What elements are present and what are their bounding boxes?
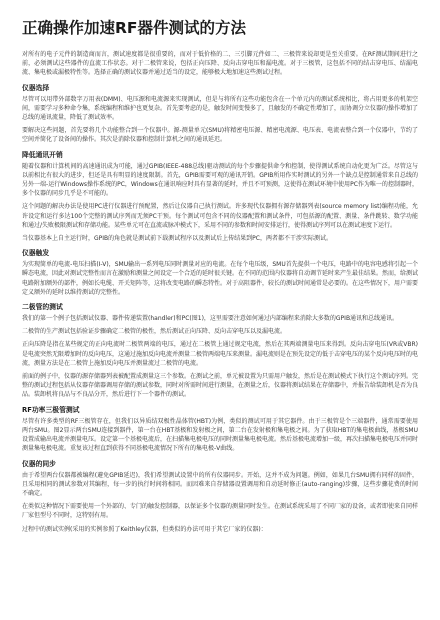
- section-instrument-sync: [22, 459, 418, 534]
- body-paragraph: 当仪器基本上自主运行时，GPIB的角色就是测试前下载测试程序以及测试后上传结果到PC，两者都不干涉实际测试。: [22, 235, 332, 243]
- body-paragraph: 二极管的生产测试包括验证步骤确定二极管的极性，然后测试正向压降、反向击穿电压以及漏电流。: [22, 328, 287, 336]
- page-title: 正确操作加速RF器件测试的方法: [22, 19, 247, 37]
- body-paragraph: 在类似这种情况下需要使用一个外部的、专门的触发控制器，以保证多个仪器的测量同时发生。在测试系统采用了不同厂家的设备，或者即使来自同样厂家但型号不同时，这特别有用。: [22, 503, 419, 520]
- body-paragraph: 随着仪器和计算机间的高速通讯成为可能，通过GPIB(IEEE-488总线)驱动测试的每个步骤提供命令和控制，使得测试系统自动化更为广泛。尽管这与以前相比有很大的进步，但还是具有明显的速度限制。首先，GPIB需要可观的通讯开销。GPIB所用作实时测试的另外一个缺点是控制通常来自总线的另外一端-运行Windows操作系统的PC，Windows在通讯响应时具有显著的延时，并且不可预测，这使得在测试环境中使用PC作为唯一的控制器时，多个仪器的同步几乎是不可能的。: [22, 162, 418, 198]
- section-heading: 降低通讯开销: [22, 150, 63, 159]
- body-paragraph: 这个问题的解决办法是使用PC进行仪器进行预配置，然后让仪器自己执行测试。许多现代仪器拥有源存储器列表(source memory list)编程功能，允许设定和运行多达100个完整的测试序列而无须PC干预。每个测试可包含不同的仪器配置和测试条件，可包括源的配置、测量、条件跳转、数学功能和通过/失败极限测试和存储功能。某些单元可在直流或脉冲模式下，采用不同的参数和时间安排运行，使得测试序列可以在测试速度下运行。: [22, 203, 418, 229]
- section-heading: 仪器的同步: [22, 459, 56, 468]
- section-heading: RF功率三极管测试: [22, 405, 80, 414]
- body-paragraph: 尽管可以用带外部数字万用表(DMM)、电压源和电流源来实现测试，但是与将所有这些功能包含在一个单元内的测试系统相比，将占用更多的机架空间，需要学习多种命令集，系统编程和维护也更复杂。首先要考虑的是，触发时间变慢多了，且触发的不确定性增加了，而协调分立仪器的操作增加了总线的通讯流量，降低了测试效率。: [22, 95, 419, 122]
- section-heading: 仪器触发: [22, 249, 50, 258]
- body-paragraph: 由于希望两台仪器都被编程(避免GPIB延迟)，我们希望测试设置中的所有仪器同步。开始，这并不成为问题。例如，如果几台SMU拥有同样的固件，且采用相同的测试参数对其编程，每一步的执行时间将相同。而因难来自存储器设置调用和自动延时修正(auto-ranging)步骤，这些步骤花费的时间不确定。: [22, 471, 418, 497]
- section-heading: 仪器选择: [22, 83, 50, 92]
- section-communication-overhead: [22, 150, 418, 244]
- section-instrument-trigger: [22, 248, 418, 297]
- section-rf-transistor-test: [22, 405, 418, 454]
- section-heading: 二极管的测试: [22, 303, 63, 312]
- body-paragraph: 为实现简单的电流-电压扫描(I-V)，SMU输出一系列电压同时测量对应的电流。在每个电压级，SMU首先提供一个电压，电路中的电容电感将引起一个瞬态电流，因此对测试完整性而言在激励和测量之间设定一个合适的延时很关键。在不同的范围内仪器将自动调节延时来产生最佳结果。然而，给测试电路附加额外的部件，例如长电缆、开关矩阵等，这将改变电路的瞬态特性。对于高阻器件，较长的测试时间通常是必要的。在这些情况下，用户需要定义额外的延时以维持测试的完整性。: [22, 261, 419, 296]
- body-paragraph: 前面的例子中，仪器的源存储器列表被配置成测量这三个参数。在测试之前，单元被设置为只需用户触发，然后是在测试模式下执行这个测试序列。完整的测试过程包括从仪器存储器调用存储的测试参数，同时对所需时间进行测量，在测量之后，仪器将测试结果在存储器中，并报告给装卸机是否为良品。装卸机将良品与不良品分开，然后进行下一个器件的测试。: [22, 373, 419, 399]
- section-diode-test: [22, 302, 418, 400]
- body-paragraph: 正向压降是指在某些规定的正向电流时二极管两端的电压，通过在二极管上通过规定电流，然后在其两端测量电压来得到。反向击穿电压(VR或VBR)是电流突然无限增加时的反向电压，这通过施加反向电流并测量二极管两端电压来测量。漏电流则是在预先设定的低于击穿电压的某个反向电压时的电流，测量方法是在二极管上施加反向电压并测量流过二极管的电流。: [22, 341, 419, 367]
- body-paragraph: 过程中的测试实例(采用的实例参照了Keithley仪器，但类似的办法可用于其它厂家的仪器)：: [22, 525, 267, 533]
- body-paragraph: 我们的第一个例子包括测试仪器、器件传递装置(handler)和PC(图1)，这里需要注意如何通过内部编程来消除大多数的GPIB通讯和总线通讯。: [22, 315, 399, 323]
- section-instrument-selection: [22, 83, 418, 145]
- intro-paragraph: 对所有的电子元件的制造商而言，测试速度都是很重要的，而对于低价格的二、三引脚元件如二、三极管来说却更是至关重要。在RF测试期间进行之前，必须测试这些器件的直流工作状态。对于二极管来说，包括正向压降、反向击穿电压和漏电流。对于三极管，这包括不同的结击穿电压、结漏电流、集电极或漏极特性等。选择正确的测试仪器并通过适当的设定，能够极大地加速这些测试过程。: [22, 51, 418, 77]
- body-paragraph: 要解决这些问题，首先要将几个功能整合到一个仪器中。源-测量单元(SMU)将精密电压源、精密电流源、电压表、电流表整合到一个仪器中，节约了空间并简化了设备间的操作。其次是消除仪器和控制计算机之间的通讯延迟。: [22, 127, 418, 144]
- body-paragraph: 尽管有许多类型的RF三极管存在，但我们以异质结双极性晶体管(HBT)为例，类似的测试可用于其它器件。由于三极管是个三端器件，通常需要使用两台SMU。图2显示两台SMU连接到器件，第一台在HBT基极和发射极之间，第二台在发射极和集电极之间。为了获取HBT的集电极曲线，基极SMU设置成输出电流并测量电压。设定第一个基极电流后，在扫描集电极电压的同时测量集电极电流。然后基极电流增加一级，再次扫描集电极电压并同时测量集电极电流。重复该过程直到获得不同基极电流情况下所有的集电极-V曲线。: [22, 417, 419, 453]
